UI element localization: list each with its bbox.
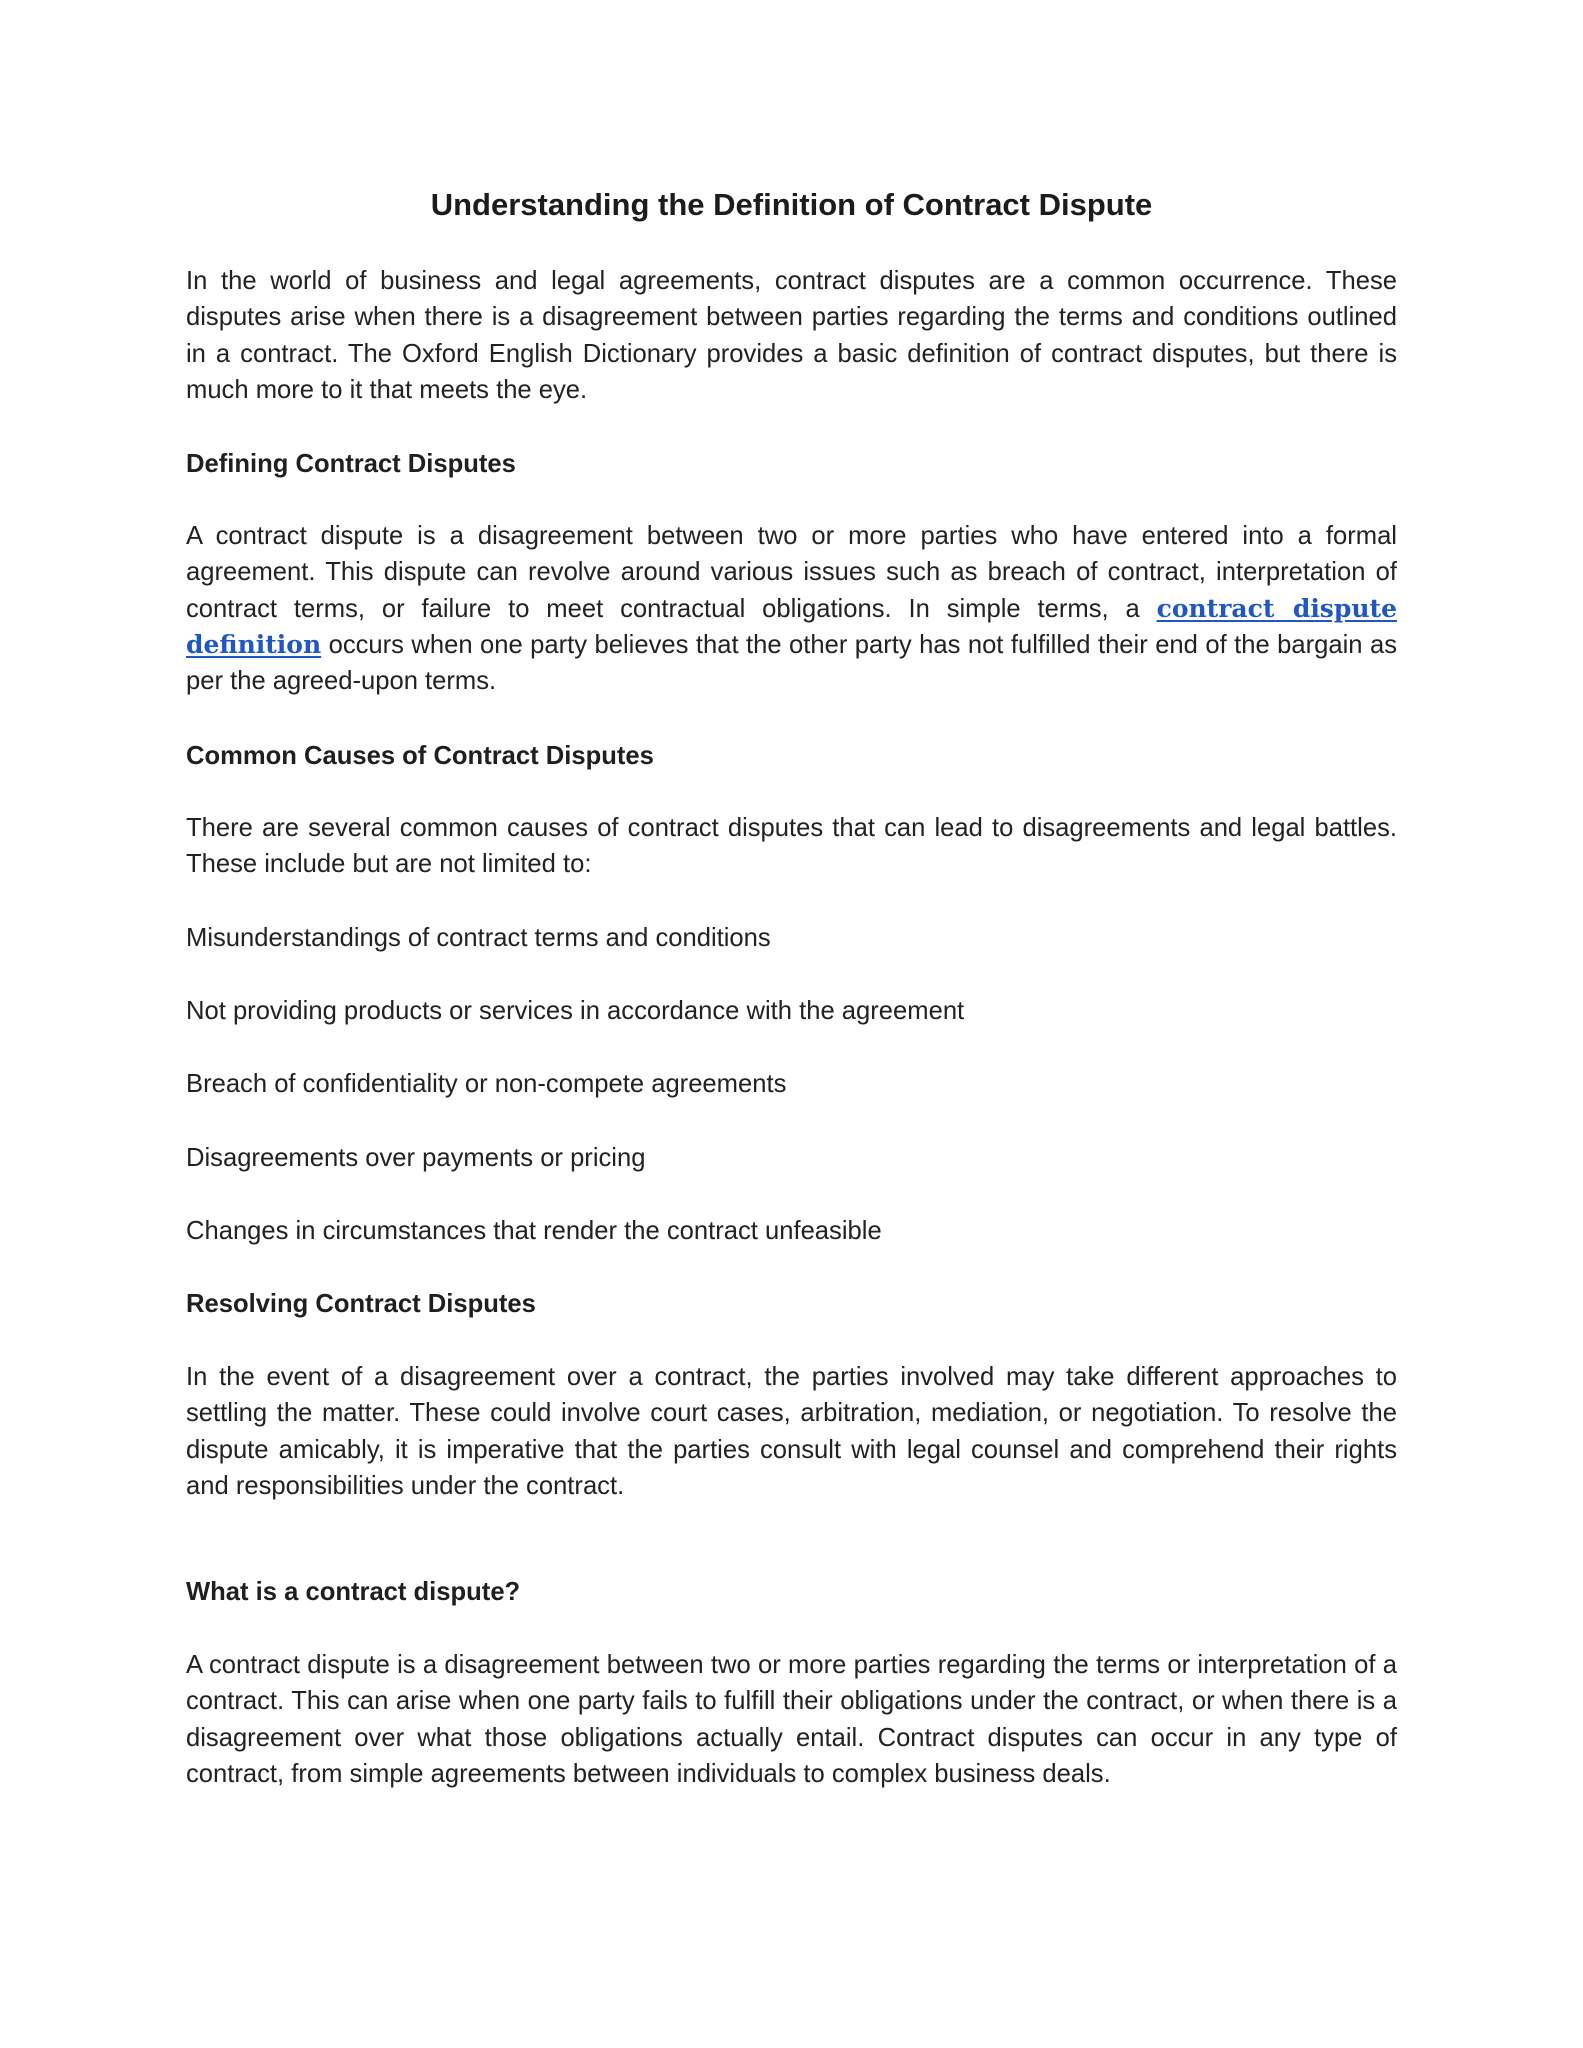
cause-item: Misunderstandings of contract terms and conditions (186, 924, 771, 952)
contract-dispute-definition-link[interactable]: contract dispute definition (186, 593, 1397, 659)
section-heading-resolving: Resolving Contract Disputes (186, 1290, 536, 1318)
defining-text-before: A contract dispute is a disagreement between two or more parties who have entered into a formal agreement. This dispute can revolve around various issues such as breach of contract, interpretation of contract terms, or failure to meet contractual obligations. In simple terms, a (186, 522, 1397, 623)
section-heading-causes: Common Causes of Contract Disputes (186, 742, 654, 770)
defining-paragraph (186, 518, 1397, 699)
section-heading-what-is: What is a contract dispute? (186, 1578, 521, 1606)
defining-text-after: occurs when one party believes that the other party has not fulfilled their end of the bargain as per the agreed-upon terms. (186, 630, 1397, 696)
what-is-paragraph: A contract dispute is a disagreement between two or more parties regarding the terms or interpretation of a contract. This can arise when one party fails to fulfill their obligations under the contract, or when there is a disagreement over what those obligations actually entail. Contract disputes can occur in any type of contract, from simple agreements between individuals to complex business deals. (186, 1651, 1397, 1788)
causes-paragraph: There are several common causes of contract disputes that can lead to disagreements and legal battles. These include but are not limited to: (186, 814, 1397, 879)
intro-paragraph: In the world of business and legal agreements, contract disputes are a common occurrence. These disputes arise when there is a disagreement between parties regarding the terms and conditions outlined in a contract. The Oxford English Dictionary provides a basic definition of contract disputes, but there is much more to it that meets the eye. (186, 267, 1397, 404)
resolving-paragraph: In the event of a disagreement over a contract, the parties involved may take different approaches to settling the matter. These could involve court cases, arbitration, mediation, or negotiation. To resolve the dispute amicably, it is imperative that the parties consult with legal counsel and comprehend their rights and responsibilities under the contract. (186, 1363, 1397, 1500)
cause-item: Not providing products or services in accordance with the agreement (186, 997, 965, 1025)
cause-item: Breach of confidentiality or non-compete agreements (186, 1070, 787, 1098)
section-heading-defining: Defining Contract Disputes (186, 450, 516, 478)
document-title: Understanding the Definition of Contract Dispute (430, 187, 1153, 222)
cause-item: Disagreements over payments or pricing (186, 1144, 646, 1172)
cause-item: Changes in circumstances that render the contract unfeasible (186, 1217, 882, 1245)
